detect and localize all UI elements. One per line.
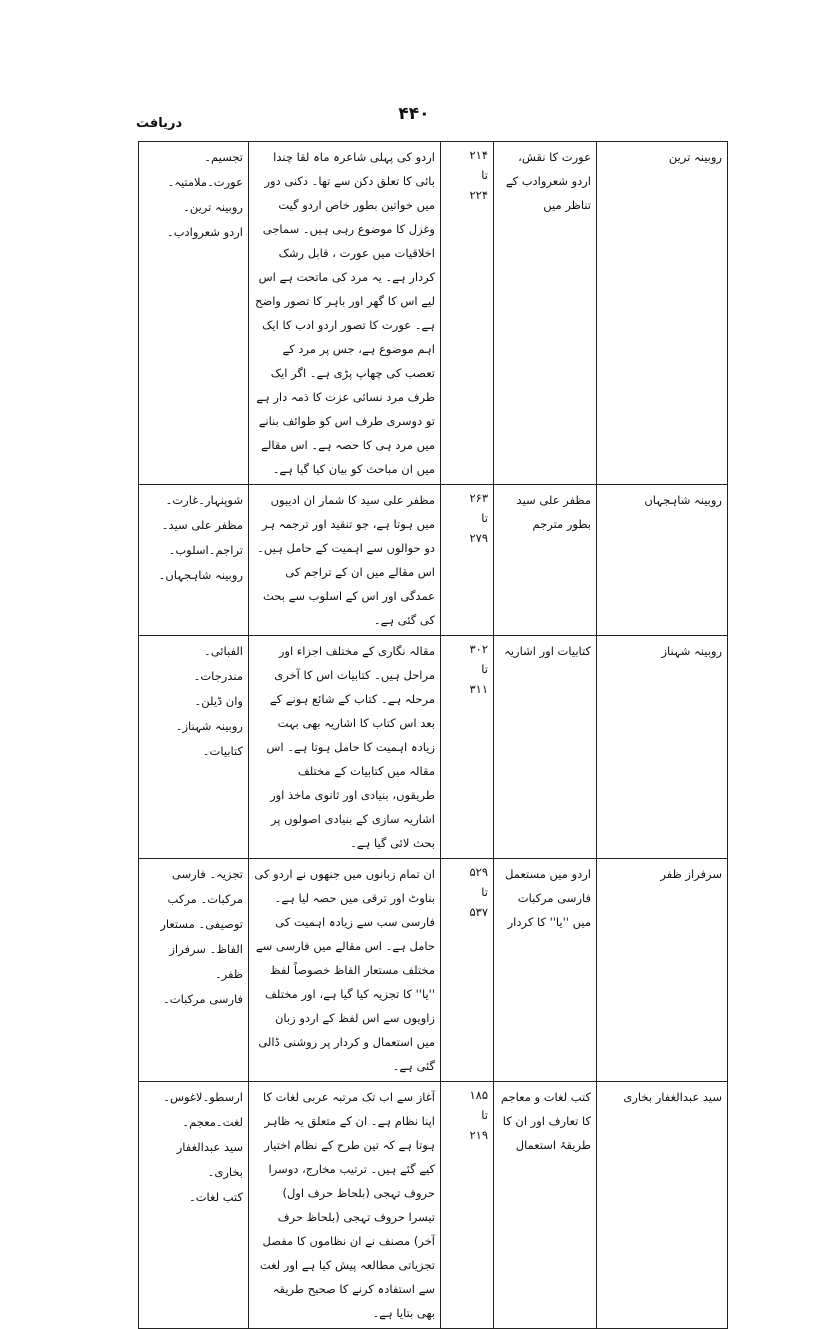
page-to: ۲۲۴	[469, 188, 488, 202]
keyword: شوپنہار۔غارت۔	[165, 493, 243, 507]
keyword: روبینہ ترین۔	[183, 200, 243, 214]
keywords-cell	[139, 1082, 249, 1329]
author-cell: سید عبدالغفار بخاری	[597, 1082, 728, 1329]
keyword: الفبائی۔	[203, 644, 243, 658]
page-separator: تا	[481, 662, 488, 676]
keywords-cell	[139, 859, 249, 1082]
keyword: الفاظ۔ سرفراز ظفر۔	[169, 942, 243, 981]
pages-cell	[441, 1082, 494, 1329]
table-row	[139, 485, 728, 636]
table-row	[139, 859, 728, 1082]
running-head: دریافت	[136, 116, 183, 131]
keyword: کتابیات۔	[202, 744, 243, 758]
keyword: فارسی مرکبات۔	[163, 992, 243, 1006]
page-from: ۲۶۳	[469, 491, 488, 505]
page-separator: تا	[481, 168, 488, 182]
keyword: بخاری۔	[207, 1165, 243, 1179]
article-index-table	[138, 141, 728, 1329]
keyword: تراجم۔اسلوب۔	[168, 543, 243, 557]
title-cell: کتب لغات و معاجم کا تعارف اور ان کا طریقۂ استعمال	[494, 1082, 597, 1329]
summary-cell: مقالہ نگاری کے مختلف اجزاء اور مراحل ہیں۔ کتابیات اس کا آخری مرحلہ ہے۔ کتاب کے شائع ہونے کے بعد اس کتاب کا اشاریہ بھی بہت زیادہ اہمیت کا حامل ہوتا ہے۔ اس مقالہ میں کتابیات کے مختلف طریقوں، بنیادی اور ثانوی ماخذ اور اشاریہ سازی کے بنیادی اصولوں پر بحث لائی گیا ہے۔	[249, 636, 441, 859]
keyword: مندرجات۔	[193, 669, 243, 683]
title-cell: عورت کا نقش، اردو شعروادب کے تناظر میں	[494, 142, 597, 485]
page-from: ۳۰۲	[469, 642, 488, 656]
pages-cell	[441, 485, 494, 636]
keyword: مرکبات۔ مرکب	[167, 892, 243, 906]
page-number: ۴۴۰	[398, 104, 430, 124]
page-to: ۵۳۷	[469, 905, 488, 919]
title-cell: مظفر علی سید بطور مترجم	[494, 485, 597, 636]
pages-cell	[441, 859, 494, 1082]
keyword: عورت۔ملامتیہ۔	[167, 175, 243, 189]
table-row	[139, 1082, 728, 1329]
pages-cell	[441, 142, 494, 485]
page-from: ۱۸۵	[469, 1088, 488, 1102]
keyword: روبینہ شاہجہاں۔	[158, 568, 243, 582]
summary-cell: مظفر علی سید کا شمار ان ادیبوں میں ہوتا ہے، جو تنقید اور ترجمہ ہر دو حوالوں سے اہمیت کے حامل ہیں۔ اس مقالے میں ان کے تراجم کی عمدگی اور اس کے اسلوب سے بحث کی گئی ہے۔	[249, 485, 441, 636]
keywords-cell	[139, 142, 249, 485]
keyword: ارسطو۔لاغوس۔	[163, 1090, 243, 1104]
keyword: روبینہ شہناز۔	[175, 719, 243, 733]
table-row	[139, 636, 728, 859]
keyword: توصیفی۔ مستعار	[160, 917, 243, 931]
keyword: تجزیہ۔ فارسی	[171, 867, 243, 881]
author-cell: روبینہ ترین	[597, 142, 728, 485]
page-separator: تا	[481, 1108, 488, 1122]
keyword: کتب لغات۔	[188, 1190, 243, 1204]
page-to: ۲۱۹	[469, 1128, 488, 1142]
summary-cell: ان تمام زبانوں میں جنھوں نے اردو کی بناوٹ اور ترقی میں حصہ لیا ہے۔ فارسی سب سے زیادہ اہمیت کی حامل ہے۔ اس مقالے میں فارسی سے مختلف مستعار الفاظ خصوصاً لفظ ''یا'' کا تجزیہ کیا گیا ہے، اور مختلف زاویوں سے اس لفظ کے اردو زبان میں استعمال و کردار پر روشنی ڈالی گئی ہے۔	[249, 859, 441, 1082]
summary-cell: اردو کی پہلی شاعرہ ماہ لقا چندا بائی کا تعلق دکن سے تھا۔ دکنی دور میں خواتین بطور خاص اردو گیت وغزل کا موضوع رہی ہیں۔ سماجی اخلاقیات میں عورت ، قابل رشک کردار ہے۔ یہ مرد کی ماتحت ہے اس لیے اس کا گھر اور باہر کا تصور واضح ہے۔ عورت کا تصور اردو ادب کا ایک اہم موضوع ہے، جس پر مرد کے تعصب کی چھاپ پڑی ہے۔ اگر ایک طرف مرد نسائی عزت کا ذمہ دار ہے تو دوسری طرف اس کو طوائف بنانے میں مرد ہی کا حصہ ہے۔ اس مقالے میں ان مباحث کو بیان کیا گیا ہے۔	[249, 142, 441, 485]
page-to: ۲۷۹	[469, 531, 488, 545]
author-cell: روبینہ شہناز	[597, 636, 728, 859]
keyword: لغت۔معجم۔	[182, 1115, 243, 1129]
page-from: ۵۲۹	[469, 865, 488, 879]
table-row	[139, 142, 728, 485]
keyword: مظفر علی سید۔	[161, 518, 243, 532]
keyword: اردو شعروادب۔	[166, 225, 243, 239]
keywords-cell	[139, 485, 249, 636]
keywords-cell	[139, 636, 249, 859]
page-separator: تا	[481, 885, 488, 899]
summary-cell: آغاز سے اب تک مرتبہ عربی لغات کا اپنا نظام ہے۔ ان کے متعلق یہ ظاہر ہوتا ہے کہ تین طرح کے نظام اختیار کیے گئے ہیں۔ ترتیب مخارج، دوسرا حروف تہجی (بلحاظ حرف اول) تیسرا حروف تہجی (بلحاظ حرف آخر) مصنف نے ان نظاموں کا مفصل تجزیاتی مطالعہ پیش کیا ہے اور لغت سے استفادہ کرنے کا صحیح طریقہ بھی بتایا ہے۔	[249, 1082, 441, 1329]
title-cell: کتابیات اور اشاریہ	[494, 636, 597, 859]
page-separator: تا	[481, 511, 488, 525]
title-cell: اردو میں مستعمل فارسی مرکبات میں ''یا'' کا کردار	[494, 859, 597, 1082]
page-from: ۲۱۴	[469, 148, 488, 162]
pages-cell	[441, 636, 494, 859]
author-cell: روبینہ شاہجہاں	[597, 485, 728, 636]
keyword: سید عبدالغفار	[176, 1140, 243, 1154]
keyword: وان ڈیلن۔	[194, 694, 243, 708]
author-cell: سرفراز ظفر	[597, 859, 728, 1082]
page-to: ۳۱۱	[469, 682, 488, 696]
keyword: تجسیم۔	[204, 150, 243, 164]
